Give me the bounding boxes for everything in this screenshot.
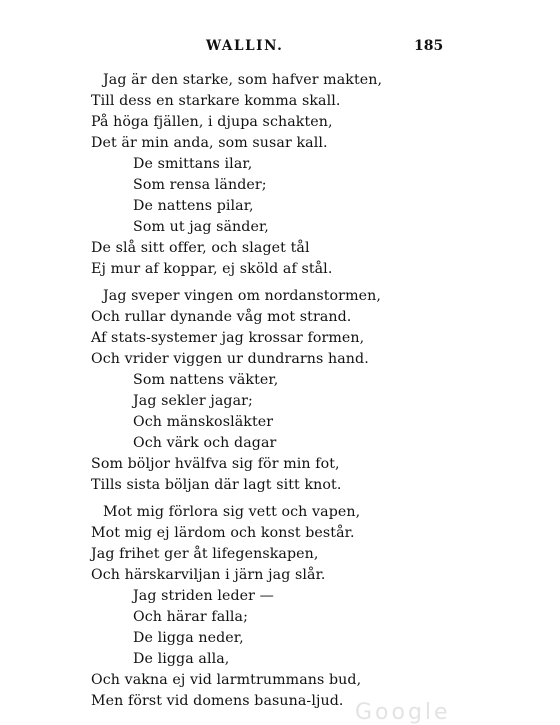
poem-line: Som böljor hvälfva sig för min fot,: [91, 456, 340, 472]
poem-line: Och härskarviljan i järn jag slår.: [91, 567, 326, 583]
page-header: [0, 38, 560, 58]
poem-line: Jag är den starke, som hafver makten,: [103, 72, 383, 88]
poem-line: Det är min anda, som susar kall.: [91, 135, 328, 151]
poem-line: Och värk och dagar: [133, 435, 277, 451]
poem-line: De smittans ilar,: [133, 156, 253, 172]
poem-line: På höga fjällen, i djupa schakten,: [91, 114, 333, 130]
poem-line: Jag sveper vingen om nordanstormen,: [103, 288, 381, 304]
poem-line: De ligga alla,: [133, 651, 230, 667]
poem-line: Ej mur af koppar, ej sköld af stål.: [91, 261, 333, 277]
poem-line: Och härar falla;: [133, 609, 248, 625]
running-head: WALLIN.: [206, 38, 284, 54]
poem-line: De slå sitt offer, och slaget tål: [91, 240, 310, 256]
poem-line: Tills sista böljan där lagt sitt knot.: [91, 477, 342, 493]
page-number: 185: [414, 38, 444, 54]
watermark: Google: [355, 700, 451, 725]
poem-line: Jag striden leder —: [133, 588, 274, 604]
poem-line: Och mänskosläkter: [133, 414, 274, 430]
poem-line: De nattens pilar,: [133, 198, 254, 214]
poem-line: Och rullar dynande våg mot strand.: [91, 309, 352, 325]
poem-line: Jag frihet ger åt lifegenskapen,: [91, 546, 319, 562]
poem-line: Som ut jag sänder,: [133, 219, 269, 235]
poem-line: Som rensa länder;: [133, 177, 267, 193]
poem-line: Som nattens väkter,: [133, 372, 279, 388]
poem-line: Till dess en starkare komma skall.: [91, 93, 341, 109]
poem-line: Jag sekler jagar;: [133, 393, 253, 409]
poem-line: De ligga neder,: [133, 630, 244, 646]
poem-line: Och vakna ej vid larmtrummans bud,: [91, 672, 362, 688]
poem-line: Mot mig förlora sig vett och vapen,: [103, 504, 361, 520]
poem-line: Af stats-systemer jag krossar formen,: [91, 330, 365, 346]
poem-line: Mot mig ej lärdom och konst består.: [91, 525, 355, 541]
poem-line: Och vrider viggen ur dundrarns hand.: [91, 351, 369, 367]
poem-line: Men först vid domens basuna-ljud.: [91, 693, 344, 709]
